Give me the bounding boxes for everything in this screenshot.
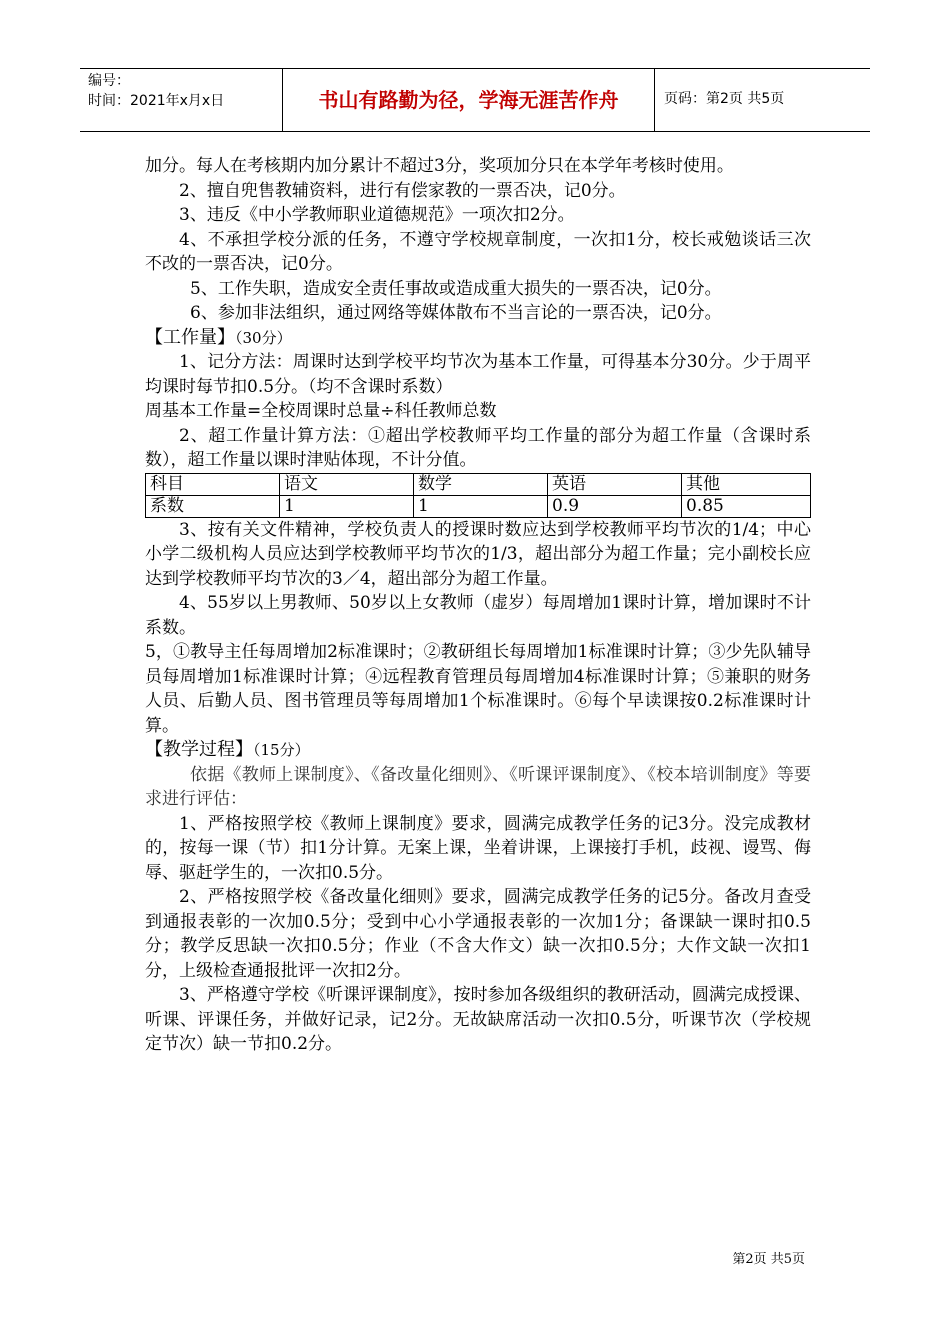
section-title: 【工作量】 bbox=[145, 326, 235, 348]
paragraph: 加分。每人在考核期内加分累计不超过3分，奖项加分只在本学年考核时使用。 bbox=[145, 156, 734, 176]
header-meta bbox=[88, 71, 288, 111]
paragraph: 6、参加非法组织，通过网络等媒体散布不当言论的一票否决，记0分。 bbox=[190, 303, 722, 323]
table-cell: 英语 bbox=[548, 473, 682, 495]
paragraph: 5，①教导主任每周增加2标准课时；②教研组长每周增加1标准课时计算；③少先队辅导员每周增加1标准课时计算；④远程教育管理员每周增加4标准课时计算；⑤兼职的财务人员、后勤人员、图书管理员等每周增加1个标准课时。⑥每个早读课按0.2标准课时计算。 bbox=[145, 642, 811, 736]
header-page-label: 页码：第2页 共5页 bbox=[664, 91, 785, 107]
paragraph: 1、严格按照学校《教师上课制度》要求，圆满完成教学任务的记3分。没完成教材的，按每一课（节）扣1分计算。无案上课，坐着讲课，上课接打手机，歧视、谩骂、侮辱、驱赶学生的，一次扣0.5分。 bbox=[145, 813, 811, 883]
table-cell: 0.9 bbox=[548, 495, 682, 517]
number-label: 编号： bbox=[88, 73, 130, 89]
table-row bbox=[146, 473, 811, 495]
paragraph: 3、按有关文件精神，学校负责人的授课时数应达到学校教师平均节次的1/4；中心小学二级机构人员应达到学校教师平均节次的1/3，超出部分为超工作量；完小副校长应达到学校教师平均节次的3／4，超出部分为超工作量。 bbox=[145, 519, 811, 589]
table-cell: 1 bbox=[414, 495, 548, 517]
paragraph: 3、违反《中小学教师职业道德规范》一项次扣2分。 bbox=[179, 205, 575, 225]
section-title: 【教学过程】 bbox=[145, 739, 253, 760]
paragraph: 2、擅自兜售教辅资料，进行有偿家教的一票否决，记0分。 bbox=[179, 180, 626, 201]
page-footer: 第2页 共5页 bbox=[732, 1252, 805, 1267]
paragraph: 2、超工作量计算方法：①超出学校教师平均工作量的部分为超工作量（含课时系数），超工作量以课时津贴体现，不计分值。 bbox=[145, 425, 811, 470]
header-motto: 书山有路勤为径，学海无涯苦作舟 bbox=[318, 88, 619, 112]
section-score: （30分） bbox=[235, 328, 292, 347]
header-divider bbox=[654, 69, 655, 131]
paragraph: 4、不承担学校分派的任务，不遵守学校规章制度，一次扣1分，校长戒勉谈话三次不改的一票否决，记0分。 bbox=[145, 229, 811, 274]
paragraph: 1、记分方法：周课时达到学校平均节次为基本工作量，可得基本分30分。少于周平均课时每节扣0.5分。（均不含课时系数） bbox=[145, 352, 811, 397]
paragraph: 3、严格遵守学校《听课评课制度》，按时参加各级组织的教研活动，圆满完成授课、听课、评课任务，并做好记录，记2分。无故缺席活动一次扣0.5分，听课节次（学校规定节次）缺一节扣0.2分。 bbox=[145, 985, 811, 1054]
table-cell: 数学 bbox=[414, 473, 548, 495]
table-cell: 1 bbox=[280, 495, 414, 517]
table-cell: 其他 bbox=[682, 473, 811, 495]
table-cell: 语文 bbox=[280, 473, 414, 495]
section-score: （15分） bbox=[253, 741, 310, 759]
table-cell: 科目 bbox=[146, 473, 280, 495]
paragraph: 依据《教师上课制度》、《备改量化细则》、《听课评课制度》、《校本培训制度》等要求进行评估： bbox=[145, 764, 811, 809]
paragraph: 周基本工作量=全校周课时总量÷科任教师总数 bbox=[145, 401, 497, 421]
paragraph: 2、严格按照学校《备改量化细则》要求，圆满完成教学任务的记5分。备改月查受到通报表彰的一次加0.5分；受到中心小学通报表彰的一次加1分；备课缺一课时扣0.5分；教学反思缺一次扣0.5分；作业（不含大作文）缺一次扣0.5分；大作文缺一次扣1分，上级检查通报批评一次扣2分。 bbox=[145, 887, 811, 981]
paragraph: 4、55岁以上男教师、50岁以上女教师（虚岁）每周增加1课时计算，增加课时不计系数。 bbox=[145, 593, 811, 638]
section-heading-teaching bbox=[145, 738, 811, 763]
page-header bbox=[80, 68, 870, 132]
table-row bbox=[146, 495, 811, 517]
table-cell: 系数 bbox=[146, 495, 280, 517]
time-label: 时间：2021年x月x日 bbox=[88, 93, 225, 109]
coefficient-table bbox=[145, 473, 811, 518]
document-body bbox=[145, 154, 811, 1057]
table-cell: 0.85 bbox=[682, 495, 811, 517]
paragraph: 5、工作失职，造成安全责任事故或造成重大损失的一票否决，记0分。 bbox=[190, 278, 722, 299]
section-heading-workload bbox=[145, 326, 811, 351]
